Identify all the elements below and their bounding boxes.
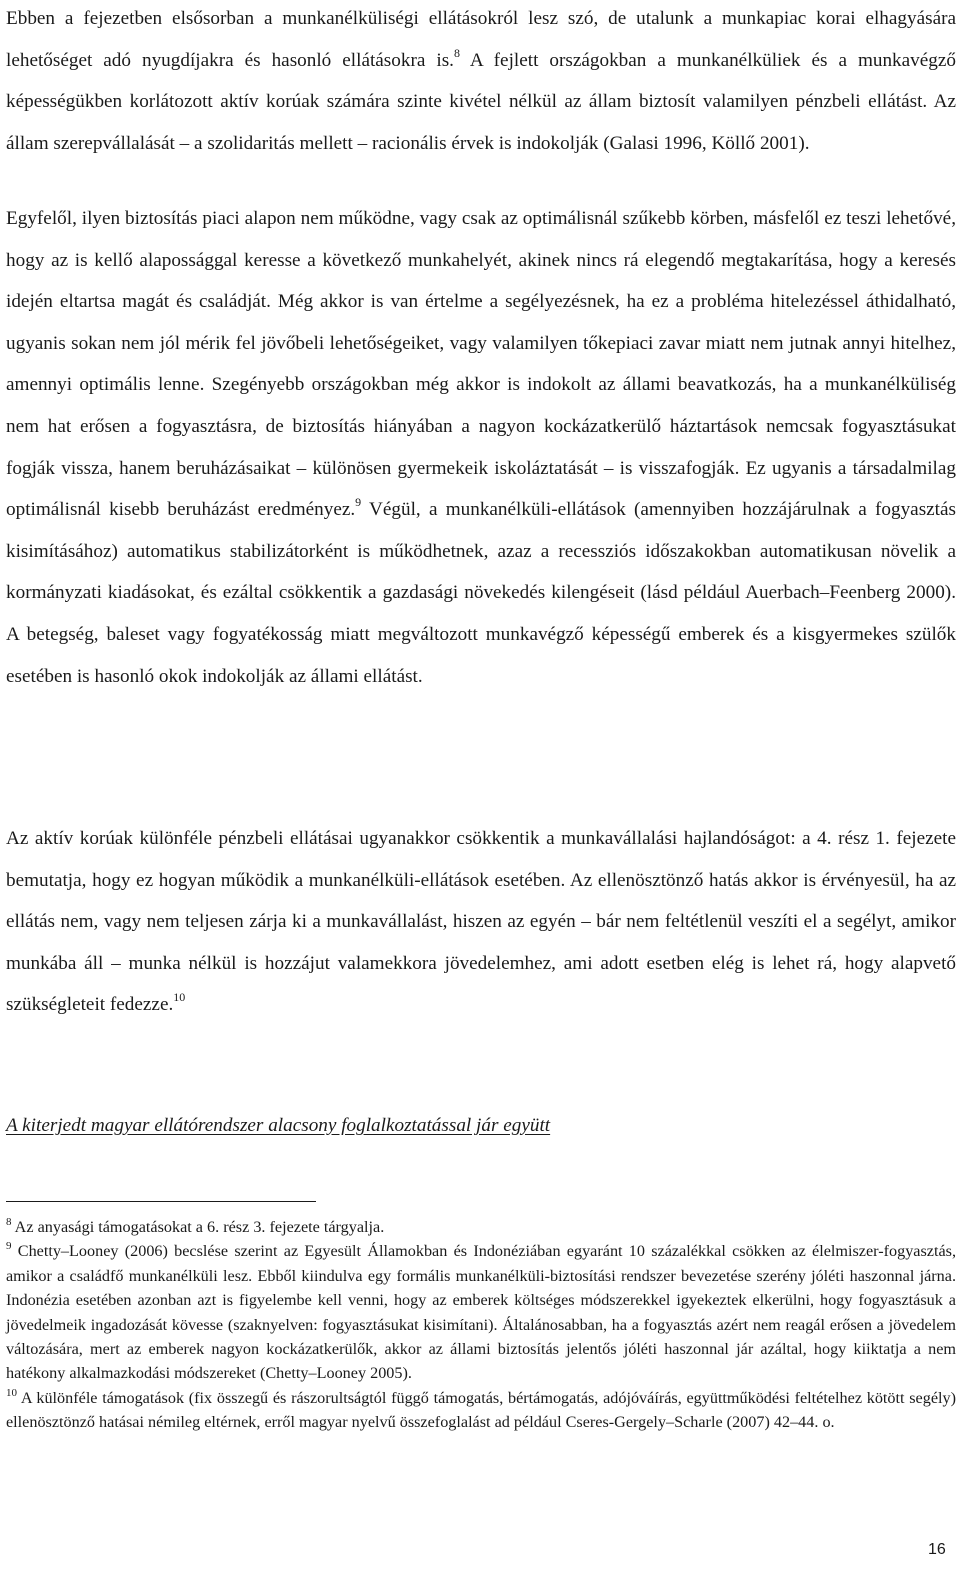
paragraph-text: A fejlett országokban a munkanélküliek és a munkavégző képességükben korlátozott aktív korúak számára szinte kivétel nélkül az állam biztosít valamilyen pénzbeli ellátást. Az állam szerepvállalását – a szolidaritás mellett – racionális érvek is indokolják (Galasi 1996, Köllő 2001).	[6, 49, 956, 154]
footnote-ref-8[interactable]: 8	[453, 45, 460, 60]
paragraph-text: Végül, a munkanélküli-ellátások (amennyiben hozzájárulnak a fogyasztás kisimításához) automatikus stabilizátorként is működhetnek, azaz a recessziós időszakokban automatikusan növelik a kormányzati kiadásokat, és ezáltal csökkentik a gazdasági növekedés kilengéseit (lásd például Auerbach–Feenberg 2000). A betegség, baleset vagy fogyatékosság miatt megváltozott munkavégző képességű emberek és a kisgyermekes szülők esetében is hasonló okok indokolják az állami ellátást.	[6, 499, 956, 687]
footnote-ref-10[interactable]: 10	[173, 990, 186, 1005]
body-paragraph-2	[6, 198, 956, 697]
footnote-number: 9	[6, 1240, 12, 1253]
paragraph-text: Az aktív korúak különféle pénzbeli ellátásai ugyanakkor csökkentik a munkavállalási hajlandóságot: a 4. rész 1. fejezete bemutatja, hogy ez hogyan működik a munkanélküli-ellátások esetében. Az ellenösztönző hatás akkor is érvényesül, ha az ellátás nem, vagy nem teljesen zárja ki a munkavállalást, hiszen az egyén – bár nem feltétlenül veszíti el a segélyt, amikor munkába áll – munka nélkül is hozzájut valamekkora jövedelemhez, ami adott esetben elég is lehet rá, hogy alapvető szükségleteit fedezze.	[6, 828, 956, 1016]
paragraph-text: Ebben a fejezetben elsősorban a munkanélküliségi ellátásokról lesz szó, de utalunk a munkapiac korai elhagyására lehetőséget adó nyugdíjakra és hasonló ellátásokra is.	[6, 8, 956, 71]
body-paragraph-1	[6, 0, 956, 164]
footnote-8	[6, 1215, 956, 1239]
footnote-9	[6, 1239, 956, 1385]
paragraph-text: Egyfelől, ilyen biztosítás piaci alapon nem működne, vagy csak az optimálisnál szűkebb körben, másfelől ez teszi lehetővé, hogy az is kellő alapossággal keresse a következő munkahelyét, akinek nincs rá elegendő megtakarítása, hogy a keresés idején eltartsa magát és családját. Még akkor is van értelme a segélyezésnek, ha ez a probléma hitelezéssel áthidalható, ugyanis sokan nem jól mérik fel jövőbeli lehetőségeiket, vagy valamilyen tőkepiaci zavar miatt nem jutnak annyi hitelhez, amennyi optimális lenne. Szegényebb országokban még akkor is indokolt az állami beavatkozás, ha a munkanélküliség nem hat erősen a fogyasztásra, de biztosítás hiányában a nagyon kockázatkerülő háztartások nemcsak fogyasztásukat fogják vissza, hanem beruházásaikat – különösen gyermekeik iskoláztatását – is visszafogják. Ez ugyanis a társadalmilag optimálisnál kisebb beruházást eredményez.	[6, 208, 956, 521]
footnote-text: Az anyasági támogatásokat a 6. rész 3. fejezete tárgyalja.	[11, 1218, 385, 1236]
footnote-text: A különféle támogatások (fix összegű és rászorultságtól függő támogatás, bértámogatás, adójóváírás, együttműködési feltételhez kötött segély) ellenösztönző hatásai némileg eltérnek, erről magyar nyelvű összefoglalást ad például Cseres-Gergely–Scharle (2007) 42–44. o.	[6, 1388, 956, 1432]
body-paragraph-3	[6, 818, 956, 1026]
footnote-number: 10	[6, 1386, 17, 1399]
section-heading: A kiterjedt magyar ellátórendszer alacsony foglalkoztatással jár együtt	[6, 1115, 551, 1136]
footnote-number: 8	[6, 1216, 12, 1228]
footnote-separator	[6, 1201, 316, 1202]
footnotes	[6, 1215, 956, 1435]
page-number: 16	[928, 1541, 946, 1558]
footnote-ref-9[interactable]: 9	[355, 495, 362, 510]
footnote-text: Chetty–Looney (2006) becslése szerint az Egyesült Államokban és Indonéziában egyaránt 10 százalékkal csökken az élelmiszer-fogyasztás, amikor a családfő munkanélküli lesz. Ebből kiindulva egy formális munkanélküli-biztosítási rendszer bevezetése szerény jóléti haszonnal járna. Indonézia esetében azonban azt is figyelembe kell venni, hogy az emberek költséges módszerekkel igyekeztek elkerülni, hogy fogyasztásuk a jövedelmeik ingadozását kövesse (szaknyelven: fogyasztásukat kisimítani). Általánosabban, ha a fogyasztás azért nem reagál erősen a jövedelem változására, mert az emberek nagyon kockázatkerülők, akkor az állami biztosítás jelentős jóléti haszonnal jár azáltal, hogy kiiktatja a nem hatékony alkalmazkodási módszereket (Chetty–Looney 2005).	[6, 1242, 956, 1383]
footnote-10	[6, 1386, 956, 1435]
